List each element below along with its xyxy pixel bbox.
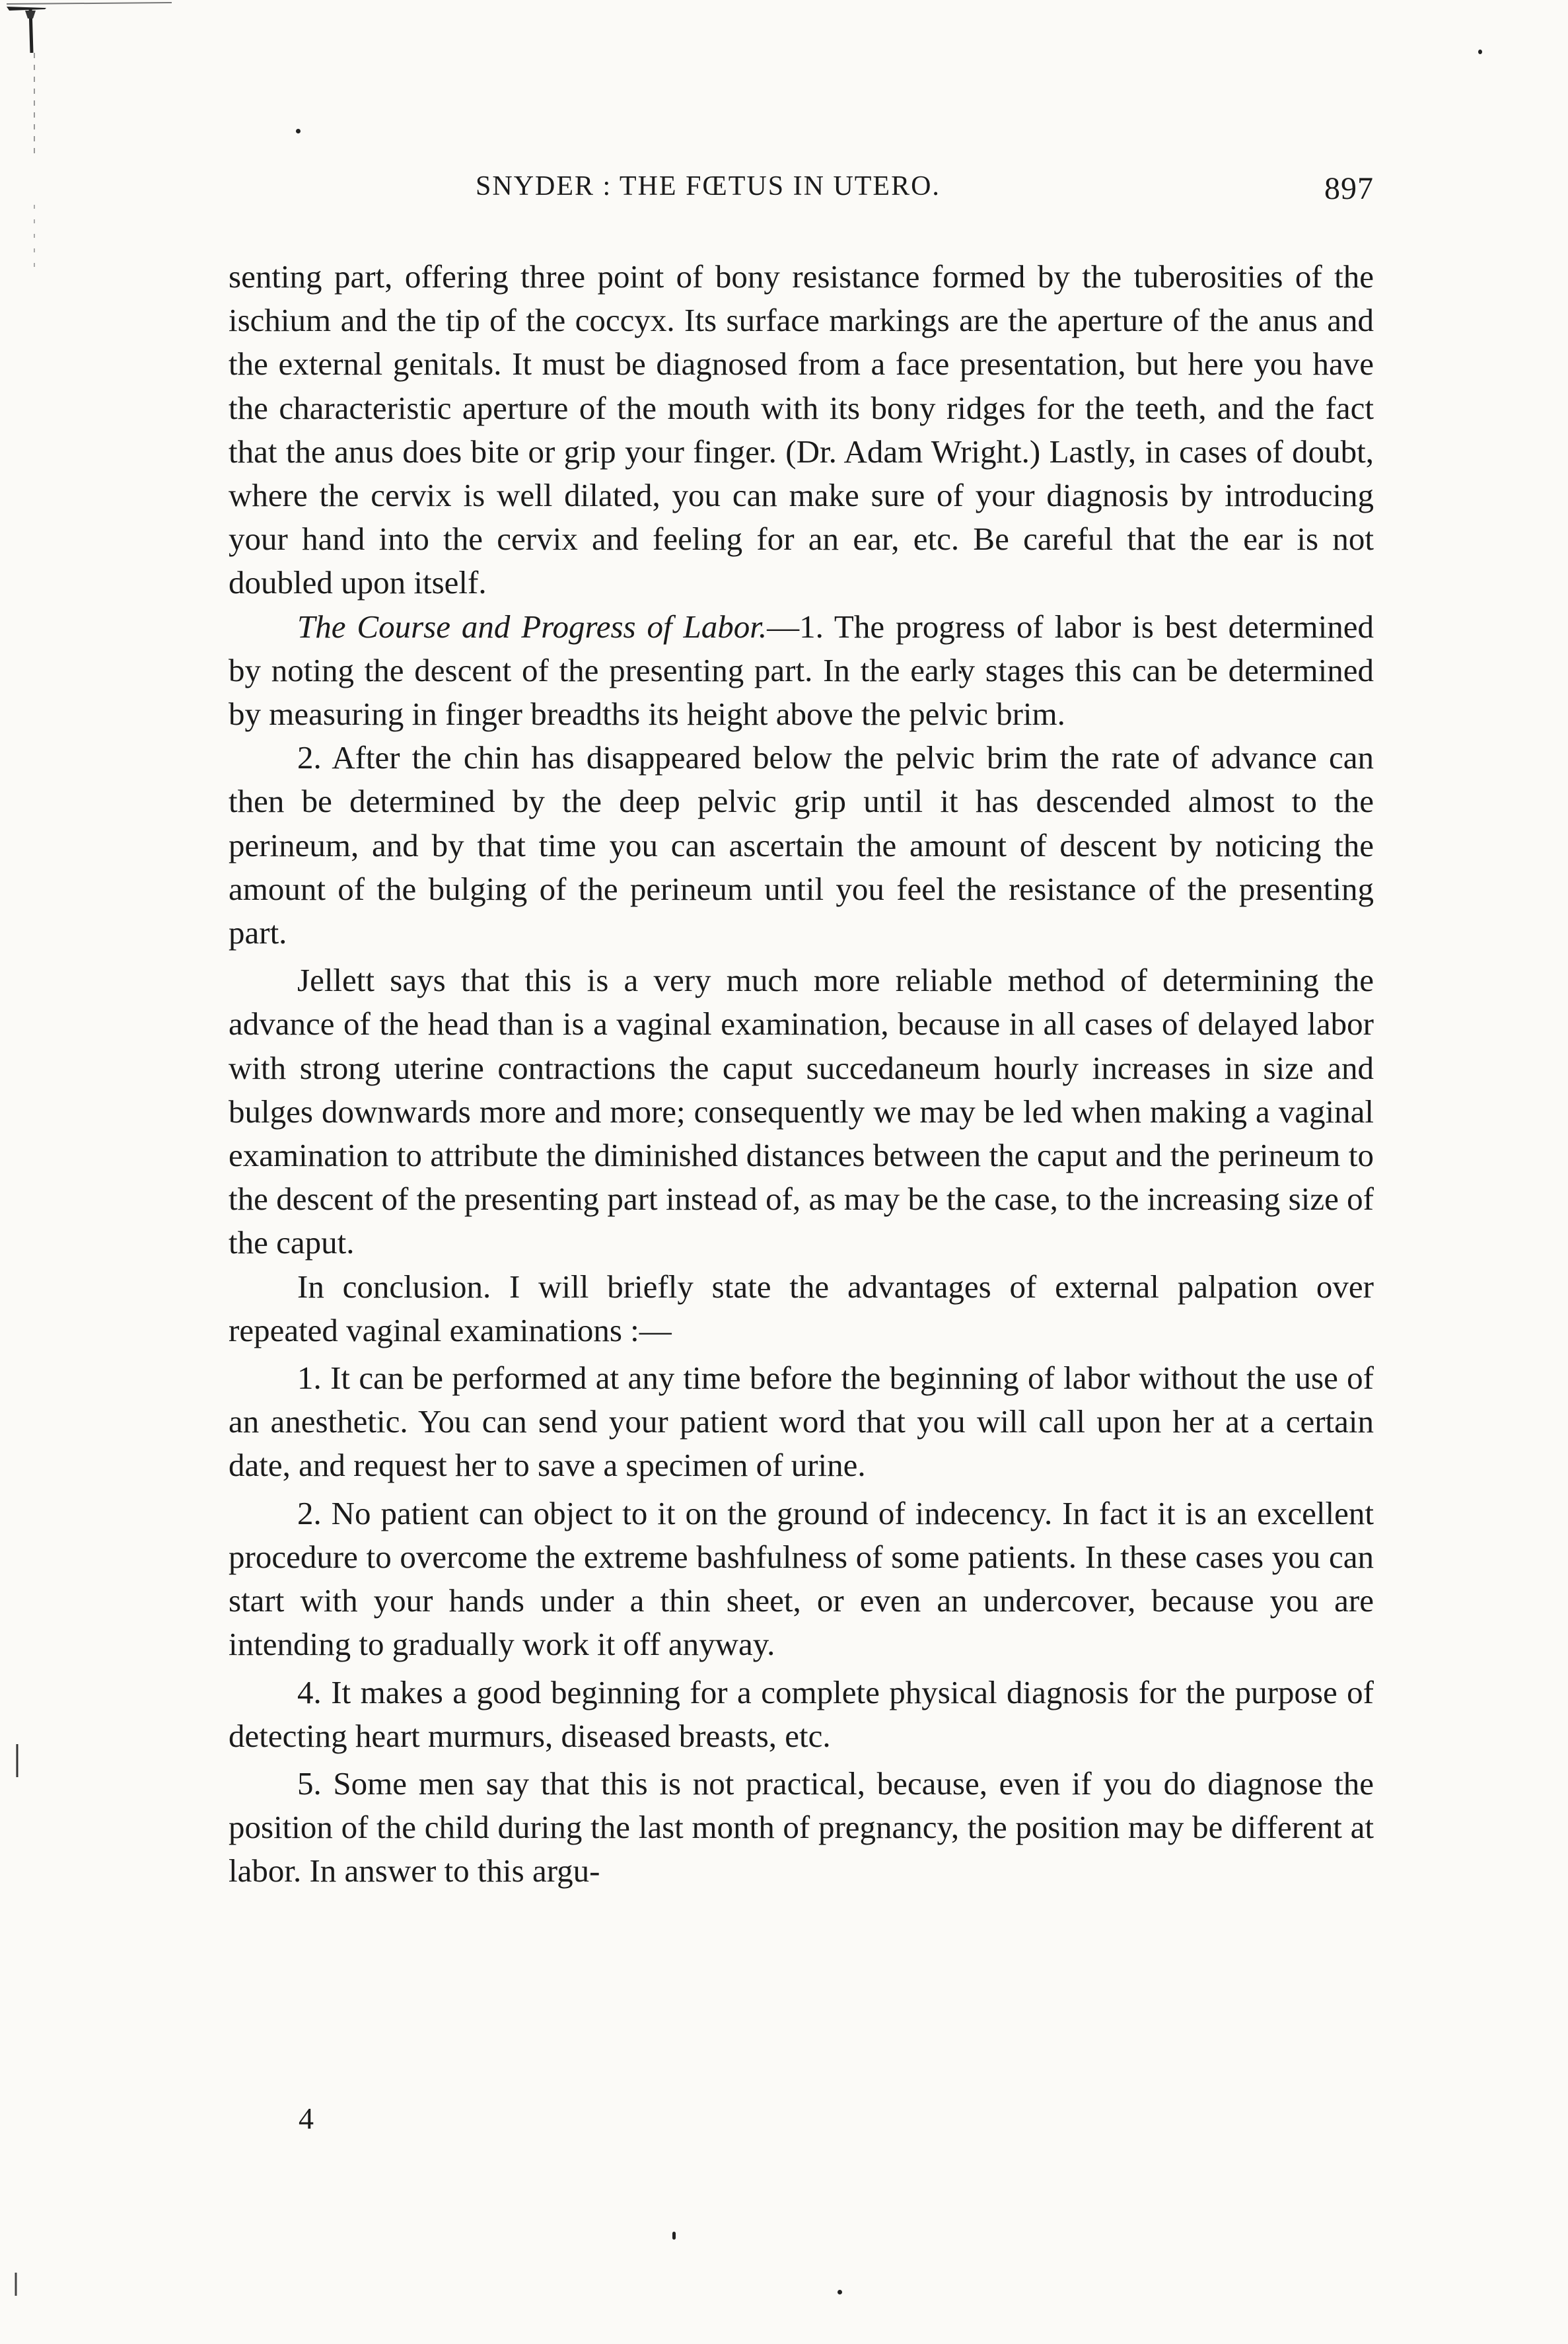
speck <box>296 129 301 133</box>
running-head: SNYDER : THE FŒTUS IN UTERO. <box>476 171 941 201</box>
paragraph: Jellett says that this is a very much more reliable method of determining the advance of the head than is a vaginal examination, because in all cases of delayed labor with strong uterine contractions the caput succedaneum hourly increases in size and bulges downwards more and more; consequently we may be led when making a vaginal examination to attribute the diminished distances between the caput and the perineum to the descent of the presenting part instead of, as may be the case, to the increasing size of the caput. <box>229 962 1374 1261</box>
paragraph-text: —1. The progress of labor is best determined by noting the descent of the presenting part. In the early stages this can be determined by measuring in finger breadths its height above the pelvic brim. <box>229 608 1374 733</box>
signature-mark: 4 <box>299 2102 314 2135</box>
list-item: 2. No patient can object to it on the ground of indecency. In fact it is an excellent procedure to overcome the extreme bashfulness of some patients. In these cases you can start with your hands under a thin sheet, or even an undercover, because you are intending to gradually work it off anyway. <box>229 1494 1374 1663</box>
scan-corner-mark <box>7 0 172 53</box>
list-item: 4. It makes a good beginning for a complete physical diagnosis for the purpose of detecting heart murmurs, diseased breasts, etc. <box>229 1673 1374 1754</box>
page-header <box>476 170 1374 210</box>
list-item: 5. Some men say that this is not practical, because, even if you do diagnose the position of the child during the last month of pregnancy, the position may be different at labor. In answer to this argu- <box>229 1765 1374 1889</box>
paragraph: In conclusion. I will briefly state the advantages of external palpation over repeated vaginal examinations :— <box>229 1268 1374 1348</box>
speck <box>1478 50 1482 54</box>
paragraph: 2. After the chin has disappeared below the pelvic brim the rate of advance can then be determined by the deep pelvic grip until it has descended almost to the perineum, and by that time you can ascertain the amount of descent by noticing the amount of the bulging of the perineum until you feel the resistance of the presenting part. <box>229 739 1374 951</box>
paragraph: senting part, offering three point of bony resistance formed by the tuberosities of the ischium and the tip of the coccyx. Its surface markings are the aperture of the anus and the external genitals. It must be diagnosed from a face presentation, but here you have the characteristic aperture of the mouth with its bony ridges for the teeth, and the fact that the anus does bite or grip your finger. (Dr. Adam Wright.) Lastly, in cases of doubt, where the cervix is well dilated, you can make sure of your diagnosis by introducing your hand into the cervix and feeling for an ear, etc. Be careful that the ear is not doubled upon itself. <box>229 258 1374 601</box>
page-number: 897 <box>1324 171 1374 206</box>
list-item: 1. It can be performed at any time before the beginning of labor without the use of an anesthetic. You can send your patient word that you will call upon her at a certain date, and request her to save a specimen of urine. <box>229 1360 1374 1484</box>
speck <box>672 2232 676 2240</box>
speck <box>837 2290 842 2294</box>
paragraph-course-of-labor <box>229 605 1374 737</box>
section-heading: The Course and Progress of Labor. <box>297 608 767 645</box>
scan-edge-marks <box>0 53 53 2299</box>
body-text <box>229 255 1374 1893</box>
